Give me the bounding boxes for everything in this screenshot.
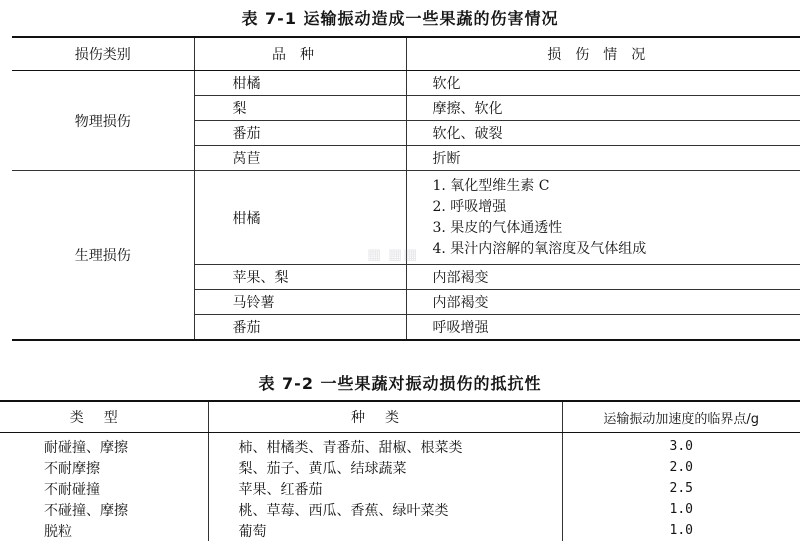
kinds-cell: 柿、柑橘类、青番茄、甜椒、根菜类 (208, 433, 562, 458)
type-cell: 不耐碰撞 (0, 478, 208, 499)
type-cell: 耐碰撞、摩擦 (0, 433, 208, 458)
kinds-cell: 葡萄 (208, 520, 562, 541)
table-row (0, 478, 800, 499)
damage-list (433, 171, 800, 264)
variety-cell: 莴苣 (194, 146, 406, 171)
value-cell: 2.0 (562, 457, 800, 478)
table2-title: 表 7-2 一些果蔬对振动损伤的抵抗性 (0, 371, 800, 394)
variety-cell: 苹果、梨 (194, 265, 406, 290)
table-row (0, 499, 800, 520)
damage-table (12, 36, 800, 341)
value-cell: 2.5 (562, 478, 800, 499)
kinds-cell: 苹果、红番茄 (208, 478, 562, 499)
kinds-cell: 桃、草莓、西瓜、香蕉、绿叶菜类 (208, 499, 562, 520)
column-header-kinds: 种类 (208, 401, 562, 433)
damage-list-item: 3. 果皮的气体通透性 (433, 218, 800, 239)
type-cell: 脱粒 (0, 520, 208, 541)
damage-cell: 摩擦、软化 (406, 96, 800, 121)
damage-list-item: 2. 呼吸增强 (433, 197, 800, 218)
variety-cell: 柑橘 (194, 71, 406, 96)
type-cell: 不耐摩擦 (0, 457, 208, 478)
column-header-critical-acceleration: 运输振动加速度的临界点/g (562, 401, 800, 433)
damage-cell: 内部褐变 (406, 265, 800, 290)
value-cell: 1.0 (562, 499, 800, 520)
variety-cell: 番茄 (194, 121, 406, 146)
table-header-row (12, 37, 800, 71)
type-cell: 不碰撞、摩擦 (0, 499, 208, 520)
table-header-row (0, 401, 800, 433)
table-row (12, 71, 800, 96)
table-row (0, 520, 800, 541)
variety-cell: 柑橘 (194, 171, 406, 265)
kinds-cell: 梨、茄子、黄瓜、结球蔬菜 (208, 457, 562, 478)
table1-title: 表 7-1 运输振动造成一些果蔬的伤害情况 (0, 6, 800, 29)
value-cell: 1.0 (562, 520, 800, 541)
column-header-damage: 损伤情况 (406, 37, 800, 71)
damage-list-cell (406, 171, 800, 265)
damage-cell: 软化、破裂 (406, 121, 800, 146)
column-header-type: 类型 (0, 401, 208, 433)
damage-cell: 呼吸增强 (406, 315, 800, 341)
variety-cell: 马铃薯 (194, 290, 406, 315)
damage-cell: 内部褐变 (406, 290, 800, 315)
resistance-table (0, 400, 800, 541)
watermark: ▦ ▦▦ (367, 245, 418, 263)
table-row (0, 433, 800, 458)
value-cell: 3.0 (562, 433, 800, 458)
column-header-variety: 品种 (194, 37, 406, 71)
damage-cell: 软化 (406, 71, 800, 96)
variety-cell: 梨 (194, 96, 406, 121)
damage-list-item: 1. 氧化型维生素 C (433, 176, 800, 197)
variety-cell: 番茄 (194, 315, 406, 341)
damage-list-item: 4. 果汁内溶解的氧溶度及气体组成 (433, 239, 800, 260)
table-row (0, 457, 800, 478)
damage-cell: 折断 (406, 146, 800, 171)
column-header-category: 损伤类别 (12, 37, 194, 71)
category-cell: 生理损伤 (12, 171, 194, 341)
category-cell: 物理损伤 (12, 71, 194, 171)
